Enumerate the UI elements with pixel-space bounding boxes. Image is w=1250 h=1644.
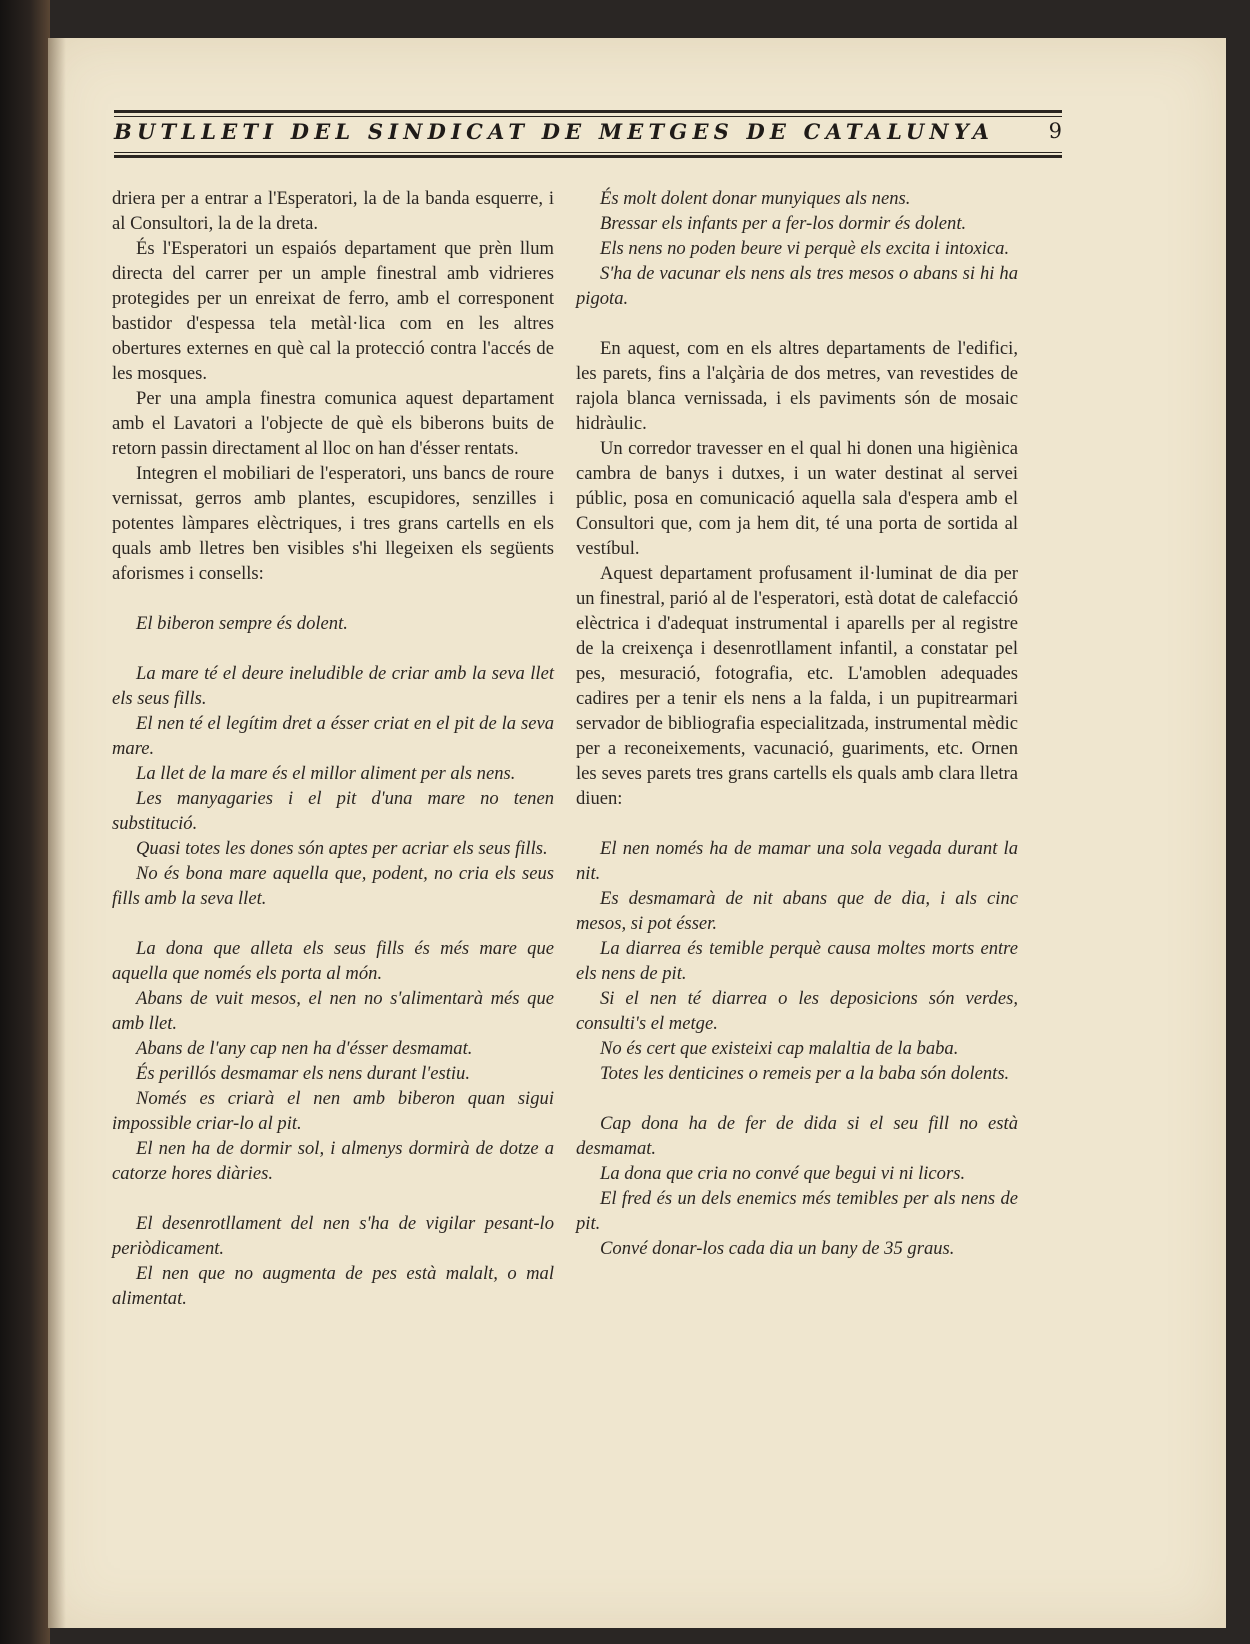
- aphorism: El biberon sempre és dolent.: [136, 613, 348, 634]
- document-page: [48, 38, 1226, 1628]
- aphorism: No és bona mare aquella que, podent, no cria els seus fills amb la seva llet.: [112, 863, 554, 909]
- aphorism: Només es criarà el nen amb biberon quan sigui impossible criar-lo al pit.: [112, 1088, 554, 1134]
- header-rule: [114, 116, 1062, 117]
- aphorism: La llet de la mare és el millor aliment per als nens.: [136, 763, 516, 784]
- paragraph: Aquest departament profusament il·luminat de dia per un finestral, parió al de l'esperatori, està dotat de calefacció elèctrica i d'adequat instrumental i aparells per al registre de la creixença i desenrotllament infantil, a constatar pel pes, mesuració, fotografia, etc. L'amoblen adequades cadires per a tenir els nens a la falda, i un pupitrearmari servador de bibliografia especialitzada, instrumental mèdic per a reconeixements, vacunació, guariments, etc. Ornen les seves parets tres grans cartells els quals amb clara lletra diuen:: [576, 563, 1018, 809]
- spacer: [576, 1086, 1018, 1111]
- aphorism: Abans de l'any cap nen ha d'ésser desmamat.: [136, 1038, 473, 1059]
- aphorism: El nen només ha de mamar una sola vegada durant la nit.: [576, 838, 1018, 884]
- aphorism: El desenrotllament del nen s'ha de vigilar pesant-lo periòdicament.: [112, 1213, 554, 1259]
- paragraph: És l'Esperatori un espaiós departament que prèn llum directa del carrer per un ample finestral amb vidrieres protegides per un enreixat de ferro, amb el corresponent bastidor d'espessa tela metàl·lica com en les altres obertures externes en què cal la protecció contra l'accés de les mosques.: [112, 238, 554, 384]
- journal-title: BUTLLETI DEL SINDICAT DE METGES DE CATALUNYA: [114, 119, 995, 144]
- spacer: [112, 1186, 554, 1211]
- right-column: [576, 186, 1018, 1261]
- running-header: [114, 110, 1062, 160]
- aphorism: El nen que no augmenta de pes està malalt, o mal alimentat.: [112, 1263, 554, 1309]
- aphorism: Quasi totes les dones són aptes per acriar els seus fills.: [136, 838, 548, 859]
- header-rule: [114, 155, 1062, 158]
- left-column: [112, 186, 554, 1311]
- aphorism: No és cert que existeixi cap malaltia de la baba.: [600, 1038, 959, 1059]
- aphorism: El nen ha de dormir sol, i almenys dormirà de dotze a catorze hores diàries.: [112, 1138, 554, 1184]
- aphorism: Els nens no poden beure vi perquè els excita i intoxica.: [600, 238, 1010, 259]
- header-rule: [114, 110, 1062, 113]
- paragraph: Integren el mobiliari de l'esperatori, uns bancs de roure vernissat, gerros amb plantes, escupidores, senzilles i potentes làmpares elèctriques, i tres grans cartells en els quals amb lletres ben visibles s'hi llegeixen els següents aforismes i consells:: [112, 463, 554, 584]
- aphorism: Si el nen té diarrea o les deposicions són verdes, consulti's el metge.: [576, 988, 1018, 1034]
- aphorism: Convé donar-los cada dia un bany de 35 graus.: [600, 1238, 955, 1259]
- spacer: [576, 311, 1018, 336]
- paragraph: Per una ampla finestra comunica aquest departament amb el Lavatori a l'objecte de què els biberons buits de retorn passin directament al lloc on han d'ésser rentats.: [112, 388, 554, 459]
- aphorism: Abans de vuit mesos, el nen no s'alimentarà més que amb llet.: [112, 988, 554, 1034]
- paragraph: Un corredor travesser en el qual hi donen una higiènica cambra de banys i dutxes, i un water destinat al servei públic, posa en comunicació aquella sala d'espera amb el Consultori que, com ja hem dit, té una porta de sortida al vestíbul.: [576, 438, 1018, 559]
- aphorism: S'ha de vacunar els nens als tres mesos o abans si hi ha pigota.: [576, 263, 1018, 309]
- aphorism: És perillós desmamar els nens durant l'estiu.: [136, 1063, 471, 1084]
- page-number: 9: [1048, 119, 1062, 143]
- aphorism: La mare té el deure ineludible de criar amb la seva llet els seus fills.: [112, 663, 554, 709]
- paragraph: driera per a entrar a l'Esperatori, la de la banda esquerre, i al Consultori, la de la dreta.: [112, 188, 554, 234]
- aphorism: La dona que alleta els seus fills és més mare que aquella que només els porta al món.: [112, 938, 554, 984]
- header-rule: [114, 152, 1062, 153]
- aphorism: El nen té el legítim dret a ésser criat en el pit de la seva mare.: [112, 713, 554, 759]
- aphorism: La dona que cria no convé que begui vi ni licors.: [600, 1163, 966, 1184]
- aphorism: Totes les denticines o remeis per a la baba són dolents.: [600, 1063, 1010, 1084]
- aphorism: Es desmamarà de nit abans que de dia, i als cinc mesos, si pot ésser.: [576, 888, 1018, 934]
- spacer: [576, 811, 1018, 836]
- aphorism: La diarrea és temible perquè causa moltes morts entre els nens de pit.: [576, 938, 1018, 984]
- aphorism: El fred és un dels enemics més temibles per als nens de pit.: [576, 1188, 1018, 1234]
- spacer: [112, 636, 554, 661]
- spacer: [112, 911, 554, 936]
- scan-background: [0, 0, 50, 1644]
- paragraph: En aquest, com en els altres departaments de l'edifici, les parets, fins a l'alçària de dos metres, van revestides de rajola blanca vernissada, i els paviments són de mosaic hidràulic.: [576, 338, 1018, 434]
- aphorism: És molt dolent donar munyiques als nens.: [600, 188, 911, 209]
- aphorism: Bressar els infants per a fer-los dormir és dolent.: [600, 213, 967, 234]
- aphorism: Les manyagaries i el pit d'una mare no tenen substitució.: [112, 788, 554, 834]
- aphorism: Cap dona ha de fer de dida si el seu fill no està desmamat.: [576, 1113, 1018, 1159]
- spine-shadow: [48, 38, 66, 1628]
- spacer: [112, 586, 554, 611]
